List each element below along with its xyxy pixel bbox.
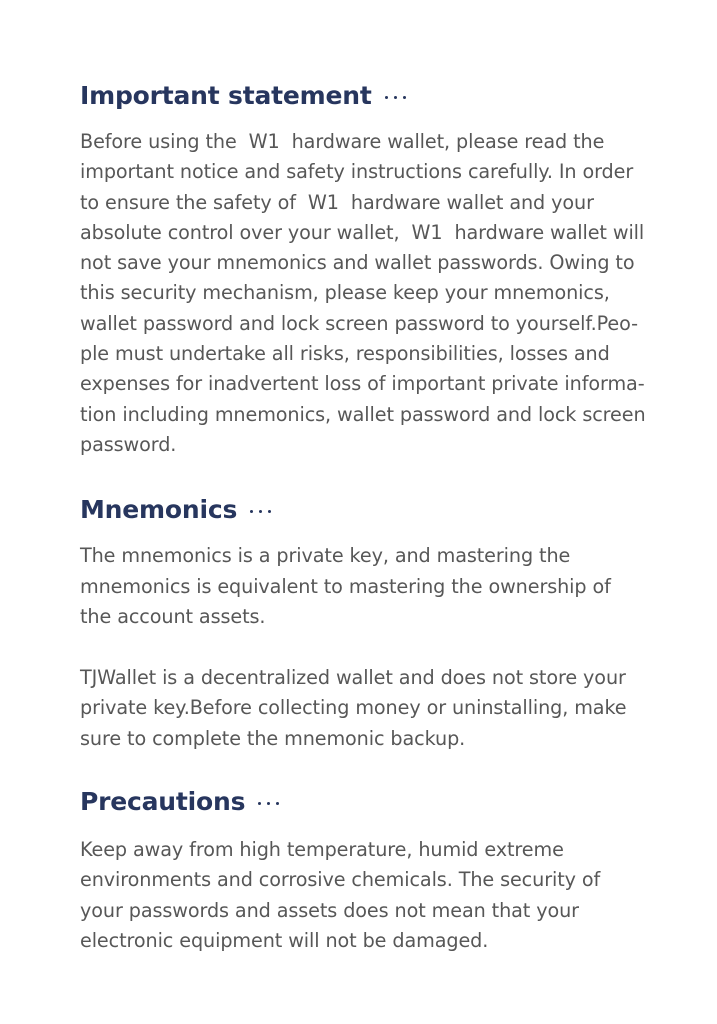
section-title-text: Important statement: [80, 81, 372, 110]
ellipsis-icon: [250, 510, 271, 513]
paragraph-important-statement: Before using the W1 hardware wallet, please read the important notice and safety instructions carefully. In order to ensure the safety of W1 hardware wallet and your absolute control over your wallet, W1 hardware wallet will not save your mnemonics and wallet passwords. Owing to this security mechanism, please keep your mnemonics, wallet password and lock screen password to yourself.Peo- ple must undertake all risks, responsibilities, losses and expenses for inadvertent loss of important private informa- tion including mnemonics, wallet password and lock screen password.: [80, 130, 646, 456]
ellipsis-icon: [385, 96, 406, 99]
section-mnemonics: [80, 493, 665, 754]
section-title-text: Mnemonics: [80, 495, 238, 525]
paragraph-precautions: Keep away from high temperature, humid extreme environments and corrosive chemicals. The security of your passwords and assets does not mean that your electronic equipment will not be damaged.: [80, 838, 601, 952]
paragraph-mnemonics-backup: TJWallet is a decentralized wallet and does not store your private key.Before collecting money or uninstalling, make sure to complete the mnemonic backup.: [80, 666, 627, 750]
section-precautions: [80, 785, 665, 956]
section-title-text: Precautions: [80, 787, 246, 817]
section-title-precautions: [80, 785, 665, 819]
section-title-mnemonics: [80, 493, 665, 527]
ellipsis-icon: [258, 802, 279, 805]
section-title-important-statement: [80, 79, 665, 113]
paragraph-mnemonics-private-key: The mnemonics is a private key, and mastering the mnemonics is equivalent to mastering the ownership of the account assets.: [80, 544, 611, 628]
section-important-statement: [80, 79, 665, 460]
